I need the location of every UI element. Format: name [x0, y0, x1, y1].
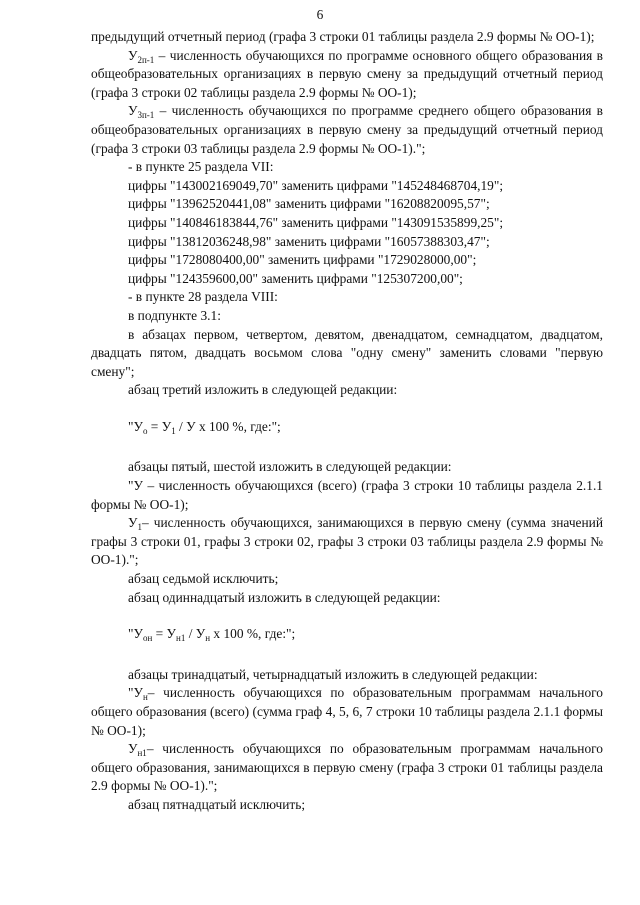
paragraph-abzac11: абзац одиннадцатый изложить в следующей редакции: — [128, 589, 441, 605]
paragraph-1: предыдущий отчетный период (графа 3 строки 01 таблицы раздела 2.9 формы № ОО-1); — [91, 29, 595, 44]
subscript: 1 — [171, 425, 176, 436]
var-y: У — [128, 103, 138, 119]
var-y: У — [128, 47, 138, 63]
var-y: У — [133, 626, 143, 642]
paragraph-text: численность обучающихся по программе основного общего образования в общеобразовательных организациях в первую смену за предыдущий отчетный период (графа 3 строки 02 таблицы раздела 2.9 формы № ОО-1); — [91, 47, 603, 100]
replace-line-4: цифры "13812036248,98" заменить цифрами "16057388303,47"; — [128, 233, 490, 249]
var-y: У — [161, 418, 172, 434]
document-body — [91, 28, 603, 815]
paragraph-y-total: "У – численность обучающихся (всего) (графа 3 строки 10 таблицы раздела 2.1.1 формы № ОО-1); — [91, 478, 603, 512]
formula-uo — [91, 418, 603, 437]
formula-open: " — [128, 626, 134, 642]
subscript: 1 — [137, 522, 142, 533]
subscript: н1 — [176, 633, 186, 644]
page-number: 6 — [316, 7, 324, 22]
replace-line-1: цифры "143002169049,70" заменить цифрами "145248468704,19"; — [128, 177, 504, 193]
paragraph-text: численность обучающихся по программе среднего общего образования в общеобразовательных организациях в первую смену за предыдущий отчетный период (графа 3 строки 03 таблицы раздела 2.9 формы № ОО-1)."; — [91, 103, 603, 156]
paragraph-yn — [91, 684, 603, 740]
paragraph-abzac7: абзац седьмой исключить; — [128, 571, 279, 587]
replace-line-3: цифры "140846183844,76" заменить цифрами "143091535899,25"; — [128, 214, 504, 230]
formula-div: / — [185, 626, 196, 642]
paragraph-yn1 — [91, 740, 603, 796]
var-y: У — [186, 418, 196, 434]
replace-line-6: цифры "124359600,00" заменить цифрами "125307200,00"; — [128, 270, 463, 286]
dash: – — [154, 47, 170, 63]
formula-tail: х 100 %, где:"; — [195, 418, 281, 434]
subscript: 2п-1 — [137, 54, 155, 65]
subscript: 3п-1 — [137, 110, 155, 121]
formula-uon — [91, 625, 603, 644]
paragraph-abzac56: абзацы пятый, шестой изложить в следующей редакции: — [128, 459, 452, 475]
dash: – — [154, 103, 172, 119]
replace-line-5: цифры "1728080400,00" заменить цифрами "1729028000,00"; — [128, 252, 477, 268]
subscript: он — [142, 633, 153, 644]
paragraph-text: – численность обучающихся по образовательным программам начального общего образования (всего) (сумма граф 4, 5, 6, 7 строки 10 таблицы раздела 2.1.1 формы № ОО-1); — [91, 685, 603, 738]
subscript: н — [205, 633, 211, 644]
var-y: У — [128, 515, 138, 531]
var-y: У — [133, 685, 143, 701]
formula-open: " — [128, 418, 134, 434]
paragraph-text: – численность обучающихся по образовательным программам начального общего образования, занимающихся в первую смену (графа 3 строки 01 таблицы раздела 2.9 формы № ОО-1)."; — [91, 741, 603, 794]
paragraph-abzac3: абзац третий изложить в следующей редакции: — [128, 382, 398, 398]
var-y: У — [133, 418, 143, 434]
subscript: н1 — [137, 748, 147, 759]
var-y: У — [128, 741, 138, 757]
paragraph-punkt25: - в пункте 25 раздела VII: — [128, 159, 274, 175]
formula-tail: х 100 %, где:"; — [210, 626, 296, 642]
paragraph-y3n1 — [91, 102, 603, 158]
formula-eq: = — [147, 418, 162, 434]
paragraph-podpunkt: в подпункте 3.1: — [128, 307, 221, 323]
paragraph-punkt28: - в пункте 28 раздела VIII: — [128, 289, 278, 305]
paragraph-text: – численность обучающихся, занимающихся в первую смену (сумма значений графы 3 строки 01, графы 3 строки 02, графы 3 строки 03 таблицы раздела 2.9 формы № ОО-1)."; — [91, 515, 603, 568]
subscript: н — [142, 692, 148, 703]
subscript: о — [142, 425, 148, 436]
replace-line-2: цифры "13962520441,08" заменить цифрами "16208820095,57"; — [128, 196, 490, 212]
paragraph-abzac15: абзац пятнадцатый исключить; — [128, 796, 306, 812]
paragraph-y1 — [91, 514, 603, 570]
paragraph-y2n1 — [91, 47, 603, 103]
formula-eq: = — [152, 626, 167, 642]
var-y: У — [195, 626, 206, 642]
var-y: У — [166, 626, 177, 642]
formula-div: / — [175, 418, 187, 434]
paragraph-abzacy: в абзацах первом, четвертом, девятом, двенадцатом, семнадцатом, двадцатом, двадцать пятом, двадцать восьмом слова "одну смену" заменить словами "первую смену"; — [91, 326, 603, 379]
quote-open: " — [128, 685, 134, 701]
paragraph-abzac1314: абзацы тринадцатый, четырнадцатый изложить в следующей редакции: — [128, 666, 538, 682]
